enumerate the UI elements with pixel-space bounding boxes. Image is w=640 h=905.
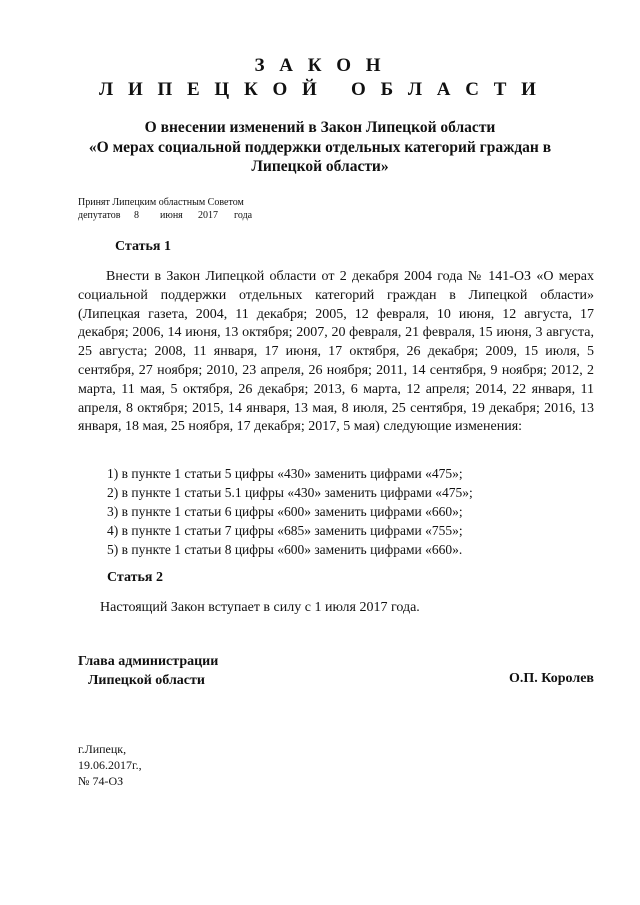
signatory-position xyxy=(78,653,218,690)
position-line-2: Липецкой области xyxy=(88,672,205,688)
footer-city: г.Липецк, xyxy=(78,742,127,756)
adoption-month: июня xyxy=(160,210,183,221)
list-item: 3) в пункте 1 статьи 6 цифры «600» заменить цифрами «660»; xyxy=(107,504,463,519)
subtitle-line-2: «О мерах социальной поддержки отдельных категорий граждан в Липецкой области» xyxy=(88,138,552,175)
article-1-text: Внести в Закон Липецкой области от 2 декабря 2004 года № 141-ОЗ «О мерах социальной поддержки отдельных категорий граждан в Липецкой области» (Липецкая газета, 2004, 11 декабря; 2005, 12 февраля, 10 июня, 12 августа, 17 декабря; 2006, 14 июня, 13 октября; 2007, 20 февраля, 21 февраля, 15 июня, 3 августа, 25 августа; 2008, 11 января, 17 июня, 17 октября, 26 декабря; 2009, 15 июля, 5 сентября, 27 ноября; 2010, 23 апреля, 26 ноября; 2011, 14 сентября, 9 ноября; 2012, 2 марта, 11 мая, 5 октября, 26 декабря; 2013, 6 марта, 12 апреля; 2014, 22 января, 11 апреля, 8 октября; 2015, 14 января, 13 мая, 8 июля, 25 сентября, 19 декабря; 2016, 13 января, 18 мая, 25 ноября, 17 декабря; 2017, 5 мая) следующие изменения: xyxy=(78,269,594,435)
article-1-heading: Статья 1 xyxy=(115,239,171,254)
adoption-year: 2017 xyxy=(198,210,218,221)
list-item: 1) в пункте 1 статьи 5 цифры «430» заменить цифрами «475»; xyxy=(107,466,463,481)
position-line-1: Глава администрации xyxy=(78,654,219,669)
article-2-heading: Статья 2 xyxy=(107,570,163,585)
list-item: 4) в пункте 1 статьи 7 цифры «685» заменить цифрами «755»; xyxy=(107,523,463,538)
adoption-day: 8 xyxy=(134,210,139,221)
list-item: 5) в пункте 1 статьи 8 цифры «600» заменить цифрами «660». xyxy=(107,542,463,557)
document-subtitle xyxy=(60,118,580,177)
adoption-word: депутатов xyxy=(78,210,121,221)
amendments-list xyxy=(107,464,473,559)
document-title-region: Л И П Е Ц К О Й О Б Л А С Т И xyxy=(99,79,541,100)
adoption-line-1: Принят Липецким областным Советом xyxy=(78,197,244,208)
article-2-text: Настоящий Закон вступает в силу с 1 июля 2017 года. xyxy=(100,600,420,615)
adoption-suffix: года xyxy=(234,210,253,221)
footer-number: № 74-ОЗ xyxy=(78,774,124,788)
document-footer xyxy=(78,741,142,789)
footer-date: 19.06.2017г., xyxy=(78,758,142,772)
subtitle-line-1: О внесении изменений в Закон Липецкой области xyxy=(144,119,496,136)
signatory-name: О.П. Королев xyxy=(509,671,594,686)
list-item: 2) в пункте 1 статьи 5.1 цифры «430» заменить цифрами «475»; xyxy=(107,485,473,500)
adoption-line-2 xyxy=(78,209,252,222)
document-title: З А К О Н xyxy=(254,55,386,76)
adoption-note xyxy=(78,196,252,222)
